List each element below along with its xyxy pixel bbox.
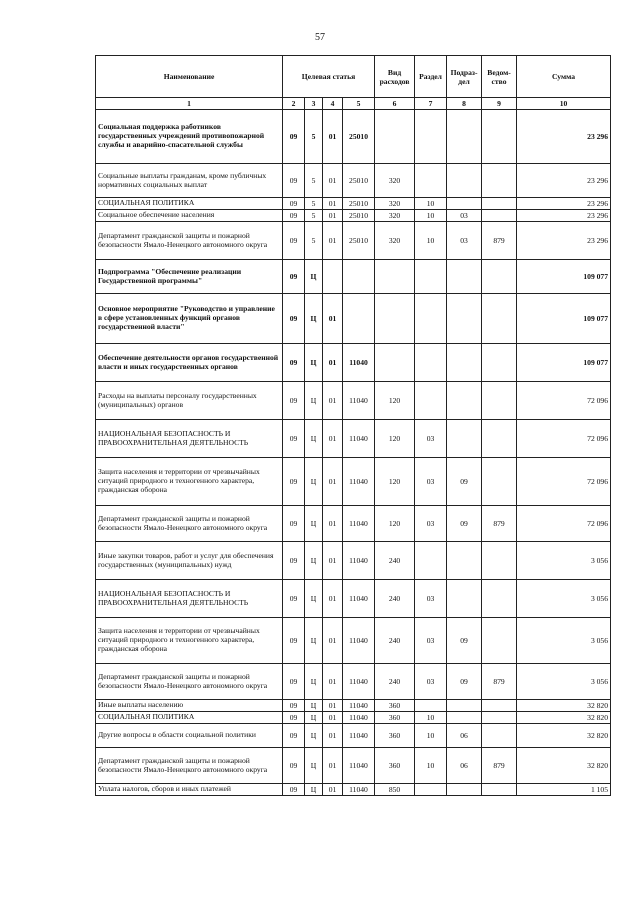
table-row <box>96 580 611 618</box>
row-name-cell: СОЦИАЛЬНАЯ ПОЛИТИКА <box>96 712 283 724</box>
department-cell <box>482 458 517 506</box>
target-subprogram-cell: Ц <box>305 506 323 542</box>
target-subprogram-cell: 5 <box>305 164 323 198</box>
row-name-cell: СОЦИАЛЬНАЯ ПОЛИТИКА <box>96 198 283 210</box>
target-activity-cell: 01 <box>323 458 343 506</box>
target-code-cell: 25010 <box>343 210 375 222</box>
expense-type-cell: 240 <box>375 580 415 618</box>
department-cell <box>482 542 517 580</box>
column-number: 6 <box>375 98 415 110</box>
section-cell <box>415 344 447 382</box>
target-code-cell: 11040 <box>343 700 375 712</box>
column-number: 3 <box>305 98 323 110</box>
section-cell: 10 <box>415 222 447 260</box>
subsection-cell: 03 <box>447 222 482 260</box>
subsection-cell <box>447 294 482 344</box>
table-row <box>96 420 611 458</box>
row-sum-cell: 109 077 <box>517 260 611 294</box>
subsection-cell: 09 <box>447 618 482 664</box>
table-row <box>96 260 611 294</box>
department-cell <box>482 210 517 222</box>
target-code-cell: 11040 <box>343 724 375 748</box>
expense-type-cell: 120 <box>375 506 415 542</box>
header-section: Раздел <box>415 56 447 98</box>
expense-type-cell: 360 <box>375 712 415 724</box>
target-code-cell: 11040 <box>343 618 375 664</box>
row-name-cell: Социальная поддержка работников государственных учреждений противопожарной службы и аварийно-спасательной службы <box>96 110 283 164</box>
column-number: 8 <box>447 98 482 110</box>
row-name-cell: Расходы на выплаты персоналу государственных (муниципальных) органов <box>96 382 283 420</box>
table-row <box>96 458 611 506</box>
column-number: 9 <box>482 98 517 110</box>
table-row <box>96 700 611 712</box>
expense-type-cell: 120 <box>375 382 415 420</box>
target-code-cell: 11040 <box>343 458 375 506</box>
target-subprogram-cell: Ц <box>305 294 323 344</box>
department-cell <box>482 618 517 664</box>
section-cell: 10 <box>415 748 447 784</box>
column-number: 5 <box>343 98 375 110</box>
target-subprogram-cell: 5 <box>305 110 323 164</box>
row-name-cell: Департамент гражданской защиты и пожарной безопасности Ямало-Ненецкого автономного округа <box>96 222 283 260</box>
expense-type-cell <box>375 110 415 164</box>
row-name-cell: Департамент гражданской защиты и пожарной безопасности Ямало-Ненецкого автономного округа <box>96 748 283 784</box>
row-name-cell: НАЦИОНАЛЬНАЯ БЕЗОПАСНОСТЬ И ПРАВООХРАНИТЕЛЬНАЯ ДЕЯТЕЛЬНОСТЬ <box>96 580 283 618</box>
target-code-cell: 11040 <box>343 382 375 420</box>
department-cell <box>482 420 517 458</box>
target-program-cell: 09 <box>283 164 305 198</box>
department-cell <box>482 110 517 164</box>
table-row <box>96 724 611 748</box>
target-program-cell: 09 <box>283 198 305 210</box>
column-number: 4 <box>323 98 343 110</box>
expense-type-cell: 360 <box>375 748 415 784</box>
table-row <box>96 294 611 344</box>
subsection-cell <box>447 700 482 712</box>
target-program-cell: 09 <box>283 618 305 664</box>
target-activity-cell: 01 <box>323 700 343 712</box>
target-program-cell: 09 <box>283 784 305 796</box>
department-cell <box>482 700 517 712</box>
subsection-cell <box>447 164 482 198</box>
subsection-cell <box>447 110 482 164</box>
department-cell <box>482 724 517 748</box>
subsection-cell <box>447 344 482 382</box>
subsection-cell: 09 <box>447 664 482 700</box>
target-subprogram-cell: Ц <box>305 420 323 458</box>
target-subprogram-cell: Ц <box>305 748 323 784</box>
row-sum-cell: 32 820 <box>517 700 611 712</box>
expense-type-cell: 360 <box>375 724 415 748</box>
target-program-cell: 09 <box>283 664 305 700</box>
row-name-cell: Другие вопросы в области социальной политики <box>96 724 283 748</box>
target-code-cell: 25010 <box>343 222 375 260</box>
target-activity-cell: 01 <box>323 420 343 458</box>
header-expense-type: Вид расходов <box>375 56 415 98</box>
header-sum: Сумма <box>517 56 611 98</box>
table-row <box>96 664 611 700</box>
target-subprogram-cell: Ц <box>305 618 323 664</box>
subsection-cell: 03 <box>447 210 482 222</box>
table-row <box>96 210 611 222</box>
target-activity-cell: 01 <box>323 222 343 260</box>
table-row <box>96 618 611 664</box>
row-name-cell: Иные выплаты населению <box>96 700 283 712</box>
target-activity-cell: 01 <box>323 784 343 796</box>
department-cell: 879 <box>482 748 517 784</box>
target-program-cell: 09 <box>283 344 305 382</box>
section-cell: 03 <box>415 420 447 458</box>
target-program-cell: 09 <box>283 458 305 506</box>
target-subprogram-cell: Ц <box>305 664 323 700</box>
target-activity-cell: 01 <box>323 164 343 198</box>
expense-type-cell: 240 <box>375 664 415 700</box>
row-sum-cell: 23 296 <box>517 110 611 164</box>
section-cell <box>415 700 447 712</box>
column-number: 2 <box>283 98 305 110</box>
row-name-cell: Департамент гражданской защиты и пожарной безопасности Ямало-Ненецкого автономного округа <box>96 664 283 700</box>
expense-type-cell: 360 <box>375 700 415 712</box>
target-code-cell: 11040 <box>343 580 375 618</box>
department-cell <box>482 260 517 294</box>
subsection-cell <box>447 712 482 724</box>
target-program-cell: 09 <box>283 700 305 712</box>
row-name-cell: Социальное обеспечение населения <box>96 210 283 222</box>
column-number: 7 <box>415 98 447 110</box>
expense-type-cell: 320 <box>375 222 415 260</box>
table-row <box>96 164 611 198</box>
expense-type-cell: 120 <box>375 420 415 458</box>
subsection-cell <box>447 198 482 210</box>
section-cell: 03 <box>415 458 447 506</box>
target-activity-cell: 01 <box>323 580 343 618</box>
subsection-cell: 09 <box>447 458 482 506</box>
target-activity-cell: 01 <box>323 110 343 164</box>
row-name-cell: Уплата налогов, сборов и иных платежей <box>96 784 283 796</box>
target-program-cell: 09 <box>283 222 305 260</box>
target-program-cell: 09 <box>283 712 305 724</box>
row-name-cell: Основное мероприятие "Руководство и управление в сфере установленных функций органов государственной власти" <box>96 294 283 344</box>
target-activity-cell: 01 <box>323 664 343 700</box>
department-cell: 879 <box>482 222 517 260</box>
target-code-cell: 11040 <box>343 420 375 458</box>
subsection-cell <box>447 420 482 458</box>
target-subprogram-cell: Ц <box>305 458 323 506</box>
table-row <box>96 222 611 260</box>
row-sum-cell: 72 096 <box>517 382 611 420</box>
expense-type-cell: 850 <box>375 784 415 796</box>
target-subprogram-cell: Ц <box>305 542 323 580</box>
target-program-cell: 09 <box>283 210 305 222</box>
target-program-cell: 09 <box>283 748 305 784</box>
page-number: 57 <box>315 32 325 43</box>
target-code-cell: 11040 <box>343 542 375 580</box>
budget-table <box>95 55 611 796</box>
column-number: 10 <box>517 98 611 110</box>
target-subprogram-cell: Ц <box>305 724 323 748</box>
section-cell <box>415 382 447 420</box>
subsection-cell: 09 <box>447 506 482 542</box>
target-subprogram-cell: 5 <box>305 222 323 260</box>
target-program-cell: 09 <box>283 294 305 344</box>
department-cell <box>482 784 517 796</box>
expense-type-cell: 320 <box>375 210 415 222</box>
target-activity-cell: 01 <box>323 748 343 784</box>
column-number-row <box>96 98 611 110</box>
table-row <box>96 110 611 164</box>
expense-type-cell: 240 <box>375 542 415 580</box>
row-sum-cell: 109 077 <box>517 344 611 382</box>
header-subsection: Подраз-дел <box>447 56 482 98</box>
department-cell <box>482 198 517 210</box>
table-row <box>96 542 611 580</box>
department-cell <box>482 712 517 724</box>
target-subprogram-cell: Ц <box>305 580 323 618</box>
table-row <box>96 748 611 784</box>
department-cell: 879 <box>482 506 517 542</box>
subsection-cell <box>447 542 482 580</box>
table-row <box>96 506 611 542</box>
table-row <box>96 712 611 724</box>
row-sum-cell: 32 820 <box>517 712 611 724</box>
target-activity-cell: 01 <box>323 294 343 344</box>
row-sum-cell: 109 077 <box>517 294 611 344</box>
row-sum-cell: 32 820 <box>517 748 611 784</box>
department-cell: 879 <box>482 664 517 700</box>
section-cell: 10 <box>415 712 447 724</box>
subsection-cell <box>447 784 482 796</box>
target-program-cell: 09 <box>283 382 305 420</box>
target-subprogram-cell: 5 <box>305 210 323 222</box>
section-cell <box>415 260 447 294</box>
target-activity-cell <box>323 260 343 294</box>
target-activity-cell: 01 <box>323 724 343 748</box>
table-row <box>96 382 611 420</box>
target-subprogram-cell: Ц <box>305 712 323 724</box>
target-activity-cell: 01 <box>323 618 343 664</box>
subsection-cell <box>447 260 482 294</box>
row-name-cell: НАЦИОНАЛЬНАЯ БЕЗОПАСНОСТЬ И ПРАВООХРАНИТЕЛЬНАЯ ДЕЯТЕЛЬНОСТЬ <box>96 420 283 458</box>
target-activity-cell: 01 <box>323 506 343 542</box>
target-program-cell: 09 <box>283 110 305 164</box>
row-name-cell: Защита населения и территории от чрезвычайных ситуаций природного и техногенного характера, гражданская оборона <box>96 458 283 506</box>
target-code-cell: 11040 <box>343 748 375 784</box>
expense-type-cell: 120 <box>375 458 415 506</box>
target-activity-cell: 01 <box>323 210 343 222</box>
expense-type-cell <box>375 294 415 344</box>
target-code-cell: 25010 <box>343 198 375 210</box>
header-target: Целевая статья <box>283 56 375 98</box>
section-cell <box>415 542 447 580</box>
header-department: Ведом-ство <box>482 56 517 98</box>
target-code-cell <box>343 260 375 294</box>
department-cell <box>482 344 517 382</box>
target-code-cell: 25010 <box>343 110 375 164</box>
target-subprogram-cell: Ц <box>305 784 323 796</box>
target-code-cell: 11040 <box>343 664 375 700</box>
subsection-cell: 06 <box>447 748 482 784</box>
table-body <box>96 110 611 796</box>
target-program-cell: 09 <box>283 420 305 458</box>
section-cell: 03 <box>415 506 447 542</box>
header-row <box>96 56 611 98</box>
row-sum-cell: 72 096 <box>517 506 611 542</box>
target-code-cell <box>343 294 375 344</box>
expense-type-cell: 320 <box>375 164 415 198</box>
target-subprogram-cell: Ц <box>305 344 323 382</box>
target-program-cell: 09 <box>283 724 305 748</box>
row-sum-cell: 72 096 <box>517 420 611 458</box>
target-code-cell: 25010 <box>343 164 375 198</box>
row-sum-cell: 23 296 <box>517 222 611 260</box>
target-activity-cell: 01 <box>323 198 343 210</box>
target-program-cell: 09 <box>283 580 305 618</box>
target-activity-cell: 01 <box>323 344 343 382</box>
row-sum-cell: 32 820 <box>517 724 611 748</box>
section-cell: 10 <box>415 724 447 748</box>
row-name-cell: Защита населения и территории от чрезвычайных ситуаций природного и техногенного характера, гражданская оборона <box>96 618 283 664</box>
column-number: 1 <box>96 98 283 110</box>
row-sum-cell: 3 056 <box>517 618 611 664</box>
target-program-cell: 09 <box>283 506 305 542</box>
target-code-cell: 11040 <box>343 344 375 382</box>
department-cell <box>482 580 517 618</box>
section-cell: 10 <box>415 198 447 210</box>
subsection-cell <box>447 580 482 618</box>
section-cell <box>415 110 447 164</box>
row-name-cell: Иные закупки товаров, работ и услуг для обеспечения государственных (муниципальных) нужд <box>96 542 283 580</box>
row-sum-cell: 23 296 <box>517 164 611 198</box>
table-row <box>96 198 611 210</box>
row-name-cell: Департамент гражданской защиты и пожарной безопасности Ямало-Ненецкого автономного округа <box>96 506 283 542</box>
row-sum-cell: 23 296 <box>517 198 611 210</box>
target-program-cell: 09 <box>283 542 305 580</box>
subsection-cell <box>447 382 482 420</box>
row-name-cell: Подпрограмма "Обеспечение реализации Государственной программы" <box>96 260 283 294</box>
section-cell <box>415 784 447 796</box>
row-sum-cell: 3 056 <box>517 542 611 580</box>
row-sum-cell: 3 056 <box>517 580 611 618</box>
section-cell: 03 <box>415 618 447 664</box>
section-cell <box>415 294 447 344</box>
table-row <box>96 344 611 382</box>
row-sum-cell: 3 056 <box>517 664 611 700</box>
target-program-cell: 09 <box>283 260 305 294</box>
target-activity-cell: 01 <box>323 542 343 580</box>
target-subprogram-cell: 5 <box>305 198 323 210</box>
target-subprogram-cell: Ц <box>305 700 323 712</box>
expense-type-cell: 320 <box>375 198 415 210</box>
row-sum-cell: 23 296 <box>517 210 611 222</box>
target-code-cell: 11040 <box>343 506 375 542</box>
row-name-cell: Социальные выплаты гражданам, кроме публичных нормативных социальных выплат <box>96 164 283 198</box>
expense-type-cell <box>375 344 415 382</box>
target-activity-cell: 01 <box>323 712 343 724</box>
section-cell <box>415 164 447 198</box>
target-activity-cell: 01 <box>323 382 343 420</box>
row-sum-cell: 72 096 <box>517 458 611 506</box>
header-name: Наименование <box>96 56 283 98</box>
department-cell <box>482 294 517 344</box>
row-name-cell: Обеспечение деятельности органов государственной власти и иных государственных органов <box>96 344 283 382</box>
section-cell: 03 <box>415 664 447 700</box>
target-code-cell: 11040 <box>343 712 375 724</box>
row-sum-cell: 1 105 <box>517 784 611 796</box>
department-cell <box>482 382 517 420</box>
section-cell: 03 <box>415 580 447 618</box>
expense-type-cell <box>375 260 415 294</box>
subsection-cell: 06 <box>447 724 482 748</box>
target-subprogram-cell: Ц <box>305 260 323 294</box>
section-cell: 10 <box>415 210 447 222</box>
target-code-cell: 11040 <box>343 784 375 796</box>
target-subprogram-cell: Ц <box>305 382 323 420</box>
expense-type-cell: 240 <box>375 618 415 664</box>
department-cell <box>482 164 517 198</box>
table-row <box>96 784 611 796</box>
